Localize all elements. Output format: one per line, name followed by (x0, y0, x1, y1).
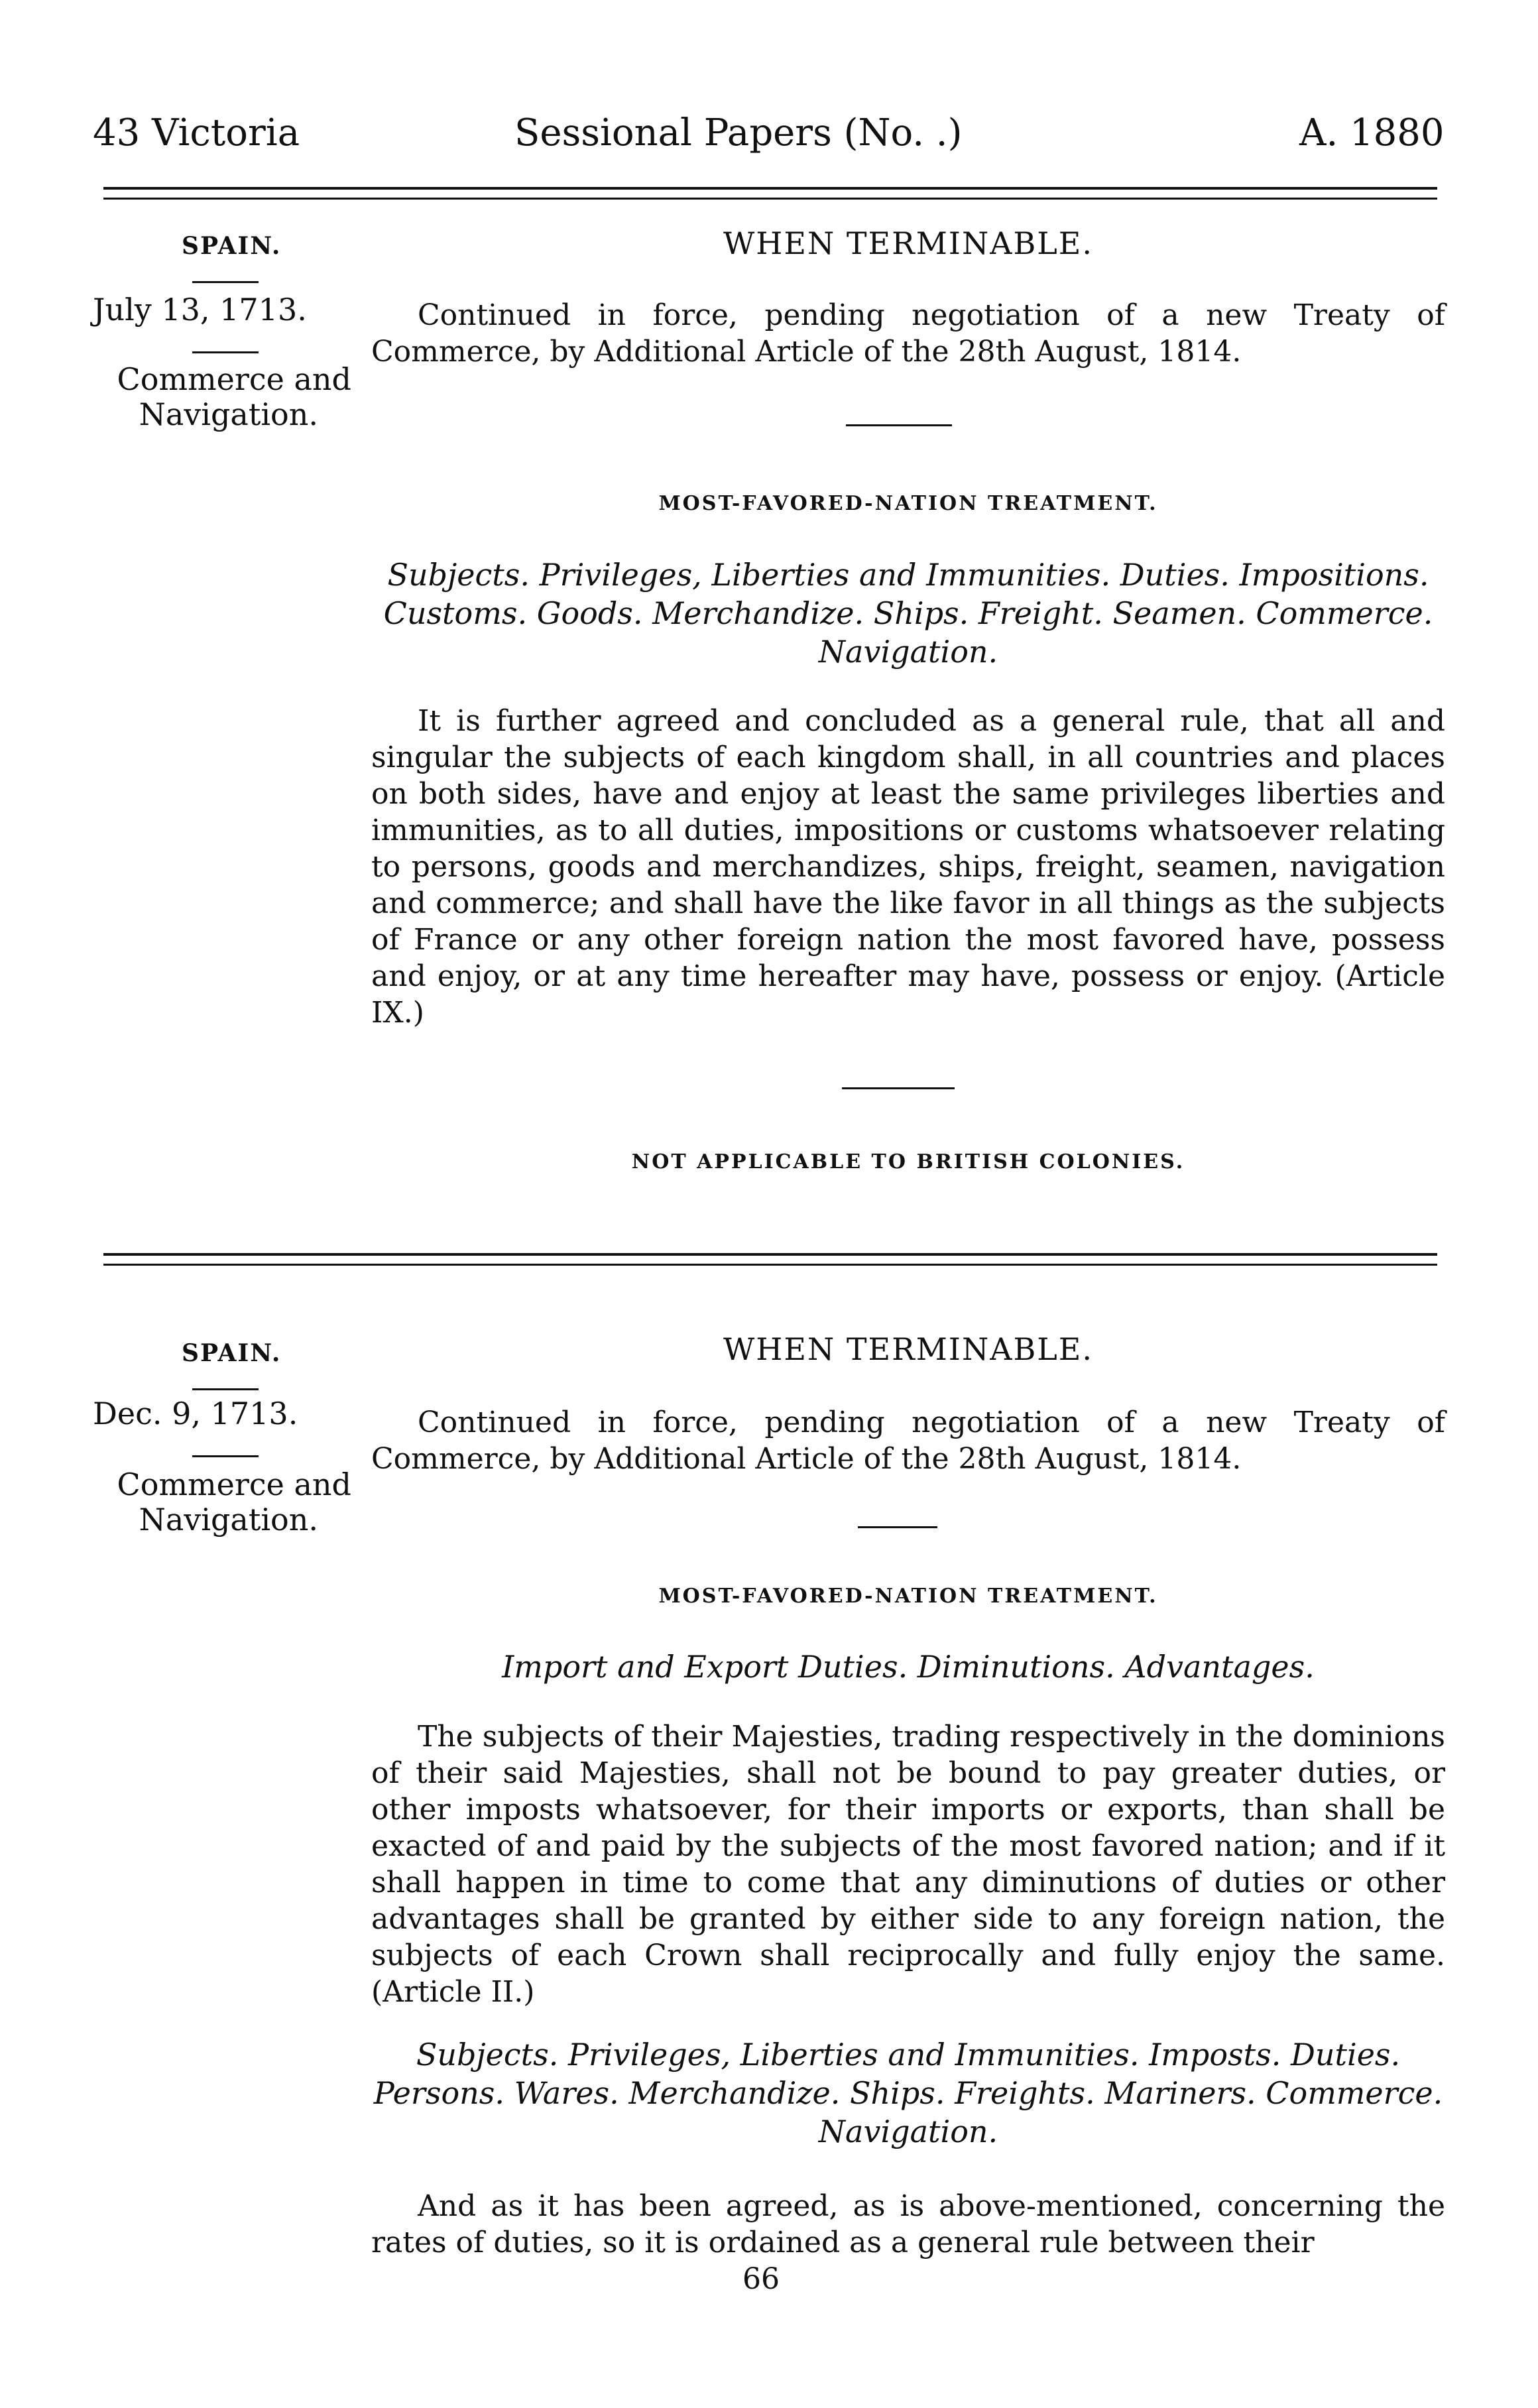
s2-italic-heading2: Subjects. Privileges, Liberties and Immunities. Imposts. Duties. Persons. Wares. Merchandize. Ships. Freights. Mariners. Commerce. Navigation. (373, 2037, 1443, 2149)
s1-not-applicable: NOT APPLICABLE TO BRITISH COLONIES. (631, 1150, 1185, 1174)
s1-country: SPAIN. (182, 232, 282, 260)
s2-separator (858, 1526, 937, 1528)
s1-date: July 13, 1713. (93, 292, 307, 328)
s2-date-rule (192, 1455, 259, 1457)
page-number: 66 (742, 2262, 780, 2296)
s2-italic-heading1: Import and Export Duties. Diminutions. Advantages. (502, 1649, 1315, 1685)
s2-when-terminable-title: WHEN TERMINABLE. (723, 1331, 1094, 1367)
s1-when-terminable-title: WHEN TERMINABLE. (723, 225, 1094, 261)
s1-subject-line1: Commerce and (117, 361, 351, 397)
s1-mfn-title: MOST-FAVORED-NATION TREATMENT. (658, 492, 1158, 515)
s2-paragraph1: The subjects of their Majesties, trading respectively in the dominions of their said Majesties, shall not be bound to pay greater duties, or other imposts whatsoever, for their imports or exports, than shall be exacted of and paid by the subjects of the most favored nation; and if it shall happen in time to come that any diminutions of duties or other advantages shall be granted by either side to any foreign nation, the subjects of each Crown shall reciprocally and fully enjoy the same. (Article II.) (371, 1720, 1445, 2009)
header-title: Sessional Papers (No. .) (514, 111, 963, 154)
s2-subject-line1: Commerce and (117, 1467, 351, 1502)
header-document-id: A. 1880 (1299, 111, 1445, 154)
section-divider (103, 1253, 1437, 1266)
s2-paragraph2: And as it has been agreed, as is above-mentioned, concerning the rates of duties, so it is ordained as a general rule between their (371, 2189, 1445, 2259)
s1-date-rule (192, 351, 259, 353)
header-volume: 43 Victoria (93, 111, 300, 154)
s2-mfn-title: MOST-FAVORED-NATION TREATMENT. (658, 1585, 1158, 1608)
s2-country-rule (192, 1388, 259, 1390)
s2-continued-text: Continued in force, pending negotiation of a new Treaty of Commerce, by Additional Article of the 28th August, 1814. (371, 1406, 1445, 1476)
s1-italic-heading: Subjects. Privileges, Liberties and Immunities. Duties. Impositions. Customs. Goods. Merchandize. Ships. Freight. Seamen. Commerce. Navigation. (383, 557, 1433, 670)
s1-continued-text: Continued in force, pending negotiation of a new Treaty of Commerce, by Additional Article of the 28th August, 1814. (371, 298, 1445, 369)
s2-subject-line2: Navigation. (139, 1502, 318, 1537)
s2-country: SPAIN. (182, 1339, 282, 1367)
s1-subject-line2: Navigation. (139, 396, 318, 432)
s1-separator (846, 424, 952, 426)
s2-date: Dec. 9, 1713. (93, 1396, 298, 1431)
header-divider (103, 187, 1437, 200)
s1-end-separator (842, 1087, 955, 1089)
s1-country-rule (192, 281, 259, 283)
s1-paragraph: It is further agreed and concluded as a general rule, that all and singular the subjects of each kingdom shall, in all countries and places on both sides, have and enjoy at least the same privileges liberties and immunities, as to all duties, impositions or customs whatsoever relating to persons, goods and merchandizes, ships, freight, seamen, navigation and commerce; and shall have the like favor in all things as the subjects of France or any other foreign nation the most favored have, possess and enjoy, or at any time hereafter may have, possess or enjoy. (Article IX.) (371, 704, 1445, 1030)
